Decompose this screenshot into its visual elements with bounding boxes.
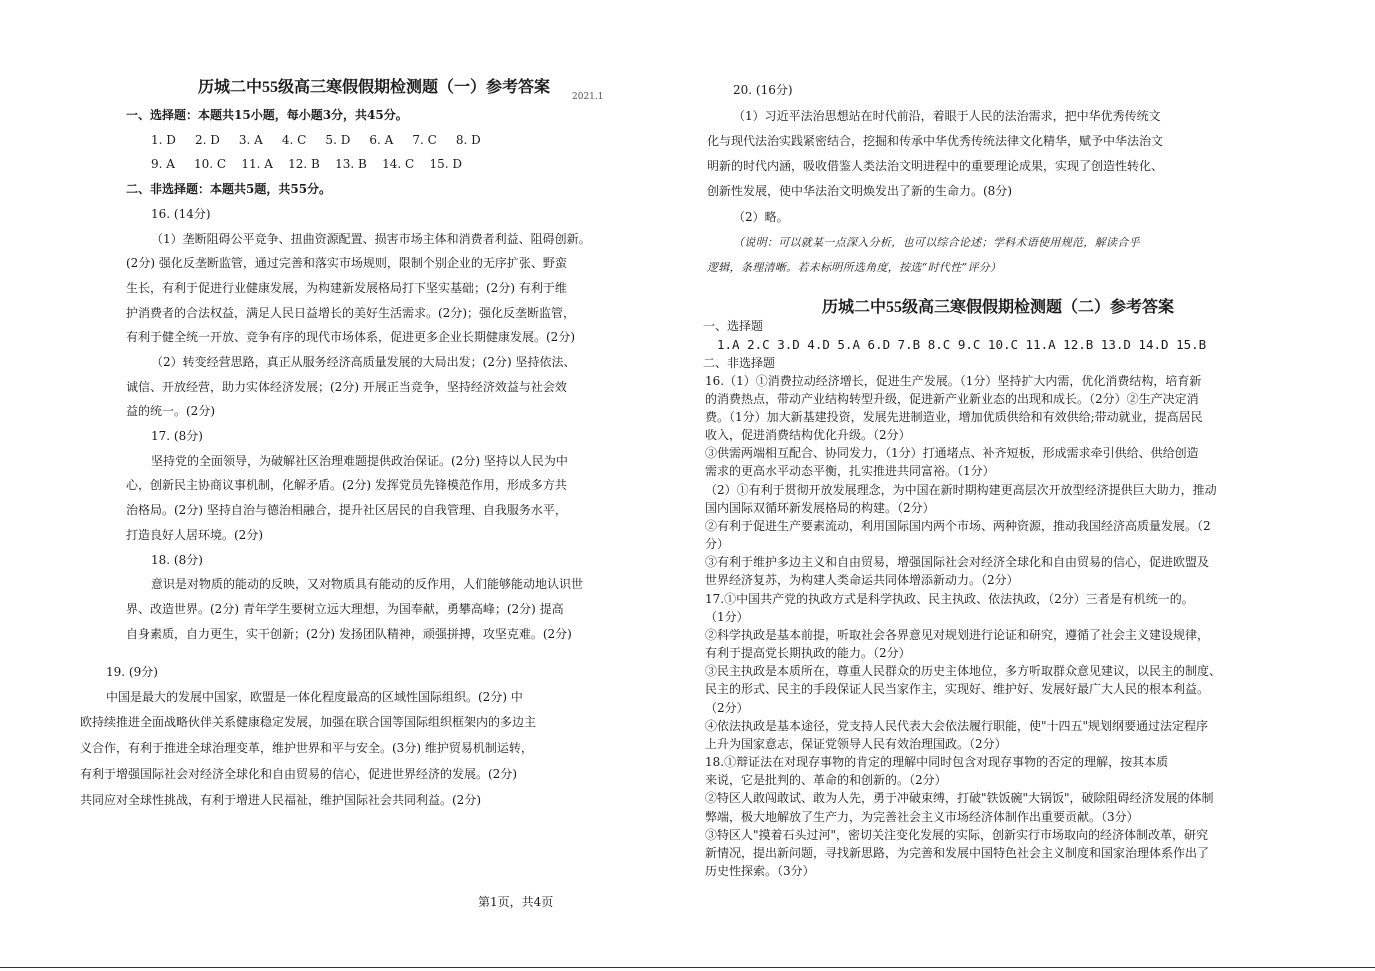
- doc2-line: ③民主执政是本质所在，尊重人民群众的历史主体地位，多方听取群众意见建议，以民主的制度、: [705, 664, 1222, 678]
- q20-line: （2）略。: [733, 210, 789, 224]
- q16-line: 诚信、开放经营，助力实体经济发展；(2分) 开展正当竞争，坚持经济效益与社会效: [126, 380, 567, 394]
- q20-line: 化与现代法治实践紧密结合，挖掘和传承中华优秀传统法律文化精华，赋予中华法治文: [707, 134, 1164, 148]
- doc2-line: （1分）: [705, 610, 749, 624]
- q20-note: （说明：可以就某一点深入分析，也可以综合论述；学科术语使用规范，解读合乎: [733, 236, 1140, 249]
- doc2-line: 17.①中国共产党的执政方式是科学执政、民主执政、依法执政，（2分）三者是有机统一的。: [705, 592, 1194, 606]
- doc2-line: （2）①有利于贯彻开放发展理念，为中国在新时期构建更高层次开放型经济提供巨大助力，推动: [705, 483, 1217, 497]
- scan-edge-line: [0, 967, 1375, 968]
- q20-line: （1）习近平法治思想站在时代前沿，着眼于人民的法治需求，把中华优秀传统文: [733, 109, 1161, 123]
- q17-line: 坚持党的全面领导，为破解社区治理难题提供政治保证。(2分) 坚持以人民为中: [151, 454, 568, 468]
- q16-line: 生长，有利于促进行业健康发展，为构建新发展格局打下坚实基础；(2分) 有利于维: [126, 281, 567, 295]
- doc2-line: ③有利于维护多边主义和自由贸易，增强国际社会对经济全球化和自由贸易的信心，促进欧盟及: [705, 555, 1210, 569]
- q16-line: （1）垄断阻碍公平竞争、扭曲资源配置、损害市场主体和消费者利益、阻碍创新。: [151, 232, 591, 246]
- q17-line: 治格局。(2分) 坚持自治与德治相融合，提升社区居民的自我管理、自我服务水平，: [126, 503, 567, 517]
- doc1-section1-heading: 一、选择题：本题共15小题，每小题3分，共45分。: [126, 108, 408, 122]
- doc2-line: 国内国际双循环新发展格局的构建。（2分）: [705, 501, 935, 515]
- doc2-section2-heading: 二、非选择题: [703, 356, 776, 370]
- doc2-line: ③供需两端相互配合、协同发力，（1分）打通堵点、补齐短板，形成需求牵引供给、供给创造: [705, 446, 1199, 460]
- q16-line: 益的统一。(2分): [126, 404, 215, 418]
- q20-note: 逻辑，条理清晰。若未标明所选角度，按选“时代性”评分）: [707, 261, 1002, 274]
- q18-heading: 18. (8分): [151, 553, 203, 567]
- q19-heading: 19. (9分): [106, 665, 158, 679]
- doc2-section1-heading: 一、选择题: [703, 319, 764, 333]
- doc2-line: （2分）: [705, 701, 749, 715]
- q17-line: 心，创新民主协商议事机制，化解矛盾。(2分) 发挥党员先锋模范作用，形成多方共: [126, 478, 567, 492]
- doc2-line: 历史性探索。（3分）: [705, 864, 815, 878]
- q18-line: 自身素质，自力更生，实干创新；(2分) 发扬团队精神，顽强拼搏，攻坚克难。(2分): [126, 627, 572, 641]
- q16-line: 护消费者的合法权益，满足人民日益增长的美好生活需求。(2分)；强化反垄断监管，: [126, 306, 576, 320]
- q20-line: 明新的时代内涵，吸收借鉴人类法治文明进程中的重要理论成果，实现了创造性转化、: [707, 159, 1164, 173]
- doc2-line: 的消费热点，带动产业结构转型升级，促进新产业新业态的出现和成长。（2分）②生产决定消: [705, 392, 1199, 406]
- q16-heading: 16. (14分): [151, 207, 211, 221]
- doc1-section2-heading: 二、非选择题：本题共5题，共55分。: [126, 182, 332, 196]
- doc2-line: 16.（1）①消费拉动经济增长，促进生产发展。（1分）坚持扩大内需，优化消费结构，培育新: [705, 374, 1202, 388]
- doc2-line: 民主的形式、民主的手段保证人民当家作主，实现好、维护好、发展好最广大人民的根本利益。: [705, 682, 1210, 696]
- q18-line: 界、改造世界。(2分) 青年学生要树立远大理想，为国奉献，勇攀高峰；(2分) 提高: [126, 602, 564, 616]
- doc2-mc-answers: 1.A 2.C 3.D 4.D 5.A 6.D 7.B 8.C 9.C 10.C 11.A 12.B 13.D 14.D 15.B: [717, 337, 1207, 352]
- doc2-line: 分）: [705, 537, 730, 551]
- doc2-line: ②科学执政是基本前提，听取社会各界意见对规划进行论证和研究，遵循了社会主义建设规律，: [705, 628, 1210, 642]
- doc1-date-mark: 2021.1: [572, 92, 604, 102]
- doc1-mc-row2: 9. A 10. C 11. A 12. B 13. B 14. C 15. D: [151, 157, 462, 171]
- q20-line: 创新性发展，使中华法治文明焕发出了新的生命力。(8分): [707, 184, 1013, 198]
- q19-line: 有利于增强国际社会对经济全球化和自由贸易的信心，促进世界经济的发展。(2分): [80, 767, 518, 781]
- q19-line: 欧持续推进全面战略伙伴关系健康稳定发展，加强在联合国等国际组织框架内的多边主: [80, 715, 537, 729]
- doc2-line: 上升为国家意志，保证党领导人民有效治理国政。（2分）: [705, 737, 1007, 751]
- doc2-line: 需求的更高水平动态平衡，扎实推进共同富裕。（1分）: [705, 464, 995, 478]
- doc2-line: 新情况，提出新问题，寻找新思路，为完善和发展中国特色社会主义制度和国家治理体系作出了: [705, 846, 1210, 860]
- q19-line: 义合作，有利于推进全球治理变革，维护世界和平与安全。(3分) 维护贸易机制运转，: [80, 741, 533, 755]
- q19-line: 共同应对全球性挑战，有利于增进人民福祉，维护国际社会共同利益。(2分): [80, 793, 482, 807]
- q20-heading: 20. (16分): [733, 83, 793, 97]
- doc2-line: 费。（1分）加大新基建投资，发展先进制造业，增加优质供给和有效供给;带动就业，提高居民: [705, 410, 1203, 424]
- doc2-line: ②特区人敢闯敢试、敢为人先，勇于冲破束缚，打破"铁饭碗"大锅饭"，破除阻碍经济发展的体制: [705, 791, 1214, 805]
- doc2-line: 世界经济复苏，为构建人类命运共同体增添新动力。（2分）: [705, 573, 1019, 587]
- q19-line: 中国是最大的发展中国家，欧盟是一体化程度最高的区域性国际组织。(2分) 中: [106, 690, 523, 704]
- q16-line: （2）转变经营思路，真正从服务经济高质量发展的大局出发；(2分) 坚持依法、: [151, 355, 576, 369]
- doc2-line: 有利于提高党长期执政的能力。（2分）: [705, 646, 911, 660]
- doc2-line: ②有利于促进生产要素流动，利用国际国内两个市场、两种资源，推动我国经济高质量发展。（2: [705, 519, 1211, 533]
- doc2-line: ③特区人"摸着石头过河"，密切关注变化发展的实际，创新实行市场取向的经济体制改革，研究: [705, 828, 1209, 842]
- doc2-line: 18.①辩证法在对现存事物的肯定的理解中同时包含对现存事物的否定的理解，按其本质: [705, 755, 1169, 769]
- q16-line: (2分) 强化反垄断监管，通过完善和落实市场规则，限制个别企业的无序扩张、野蛮: [126, 256, 567, 270]
- doc2-line: 弊端，极大地解放了生产力，为完善社会主义市场经济体制作出重要贡献。（3分）: [705, 810, 1139, 824]
- q16-line: 有利于健全统一开放、竞争有序的现代市场体系，促进更多企业长期健康发展。(2分): [126, 330, 576, 344]
- doc2-line: 收入，促进消费结构优化升级。（2分）: [705, 428, 911, 442]
- doc2-line: ④依法执政是基本途径，党支持人民代表大会依法履行职能，使"十四五"规划纲要通过法定程序: [705, 719, 1209, 733]
- q18-line: 意识是对物质的能动的反映，又对物质具有能动的反作用，人们能够能动地认识世: [151, 577, 584, 591]
- page-footer: 第1页，共4页: [478, 895, 554, 909]
- doc1-title: 历城二中55级高三寒假假期检测题（一）参考答案: [198, 79, 551, 96]
- doc2-title: 历城二中55级高三寒假假期检测题（二）参考答案: [822, 299, 1175, 316]
- doc1-mc-row1: 1. D 2. D 3. A 4. C 5. D 6. A 7. C 8. D: [151, 133, 481, 147]
- doc2-line: 来说，它是批判的、革命的和创新的。（2分）: [705, 773, 947, 787]
- q17-heading: 17. (8分): [151, 429, 203, 443]
- q17-line: 打造良好人居环境。(2分): [126, 528, 263, 542]
